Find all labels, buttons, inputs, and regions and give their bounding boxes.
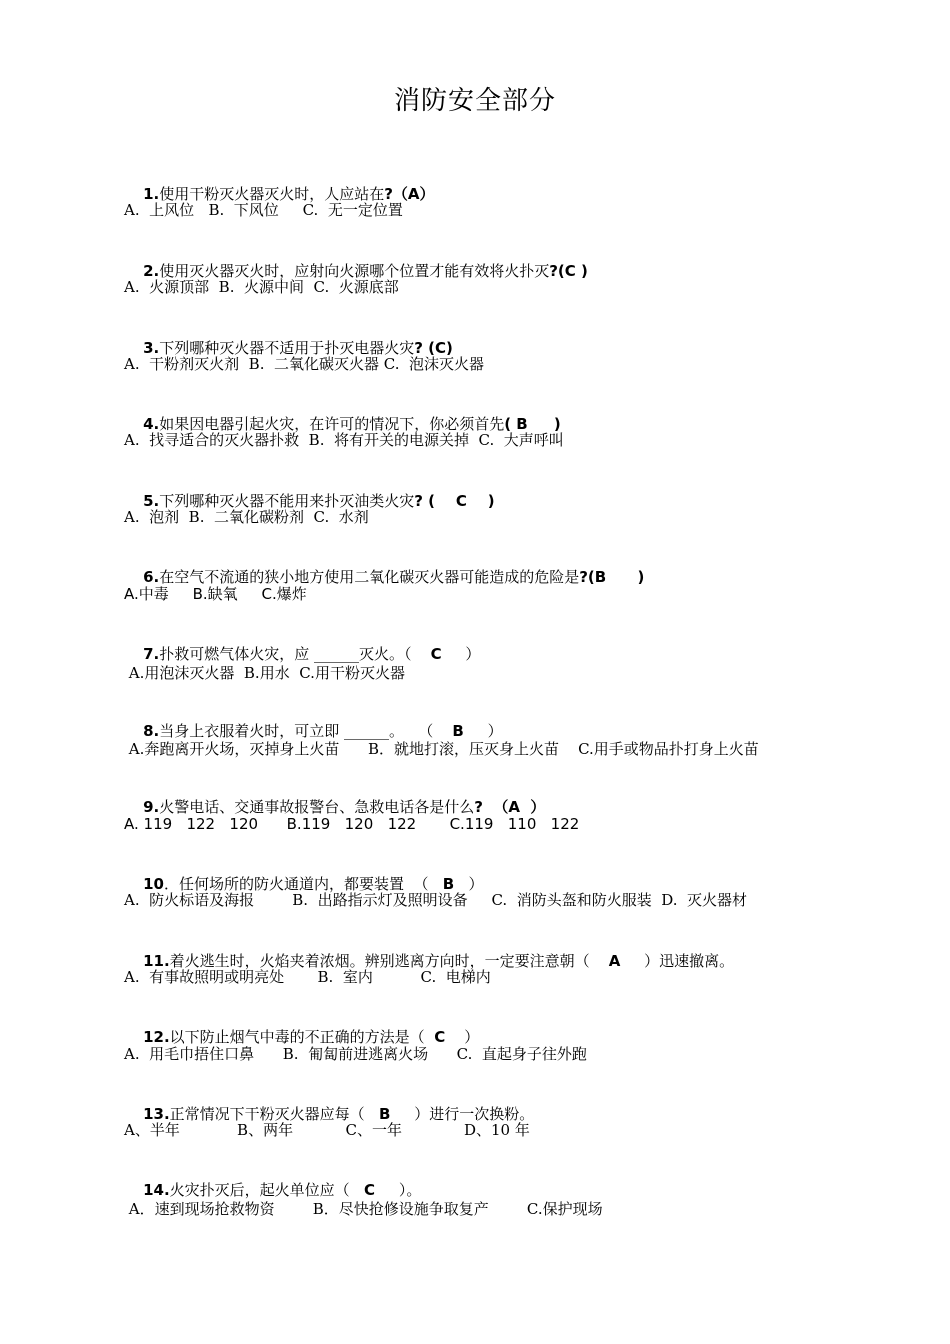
question-number: 13. (143, 1105, 170, 1123)
question-number: 12. (143, 1028, 170, 1046)
question-1-options: A. 上风位 B. 下风位 C. 无一定位置 (124, 201, 403, 219)
question-14-options: A．速到现场抢救物资 B．尽快抢修设施争取复产 C.保护现场 (124, 1200, 603, 1218)
question-text-after: ） (445, 1028, 480, 1046)
question-number: 4. (143, 415, 160, 433)
question-answer: ?(B ) (579, 568, 645, 586)
question-answer: C (430, 645, 442, 663)
question-3-options: A. 干粉剂灭火剂 B. 二氧化碳灭火器 C. 泡沫灭火器 (124, 355, 485, 373)
question-text-after: ）迅速撤离。 (620, 952, 735, 970)
question-answer: ? ( C ) (414, 492, 495, 510)
question-text-after: ） (441, 645, 481, 663)
question-text: 以下防止烟气中毒的不正确的方法是（ (169, 1028, 435, 1046)
question-4-options: A. 找寻适合的灭火器扑救 B. 将有开关的电源关掉 C. 大声呼叫 (124, 431, 564, 449)
question-answer: ( B ) (504, 415, 561, 433)
question-13-options: A、半年 B、两年 C、一年 D、10 年 (124, 1121, 530, 1139)
question-number: 1. (143, 185, 160, 203)
question-text-after: ）进行一次换粉。 (390, 1105, 535, 1123)
question-number: 2. (143, 262, 160, 280)
question-answer: B (442, 875, 455, 893)
question-text-after: ） (463, 722, 503, 740)
question-8-options: A.奔跑离开火场，灭掉身上火苗 B．就地打滚，压灭身上火苗 C.用手或物品扑打身上火苗 (124, 740, 759, 758)
question-5-options: A. 泡剂 B. 二氧化碳粉剂 C. 水剂 (124, 508, 369, 526)
question-answer: B (378, 1105, 391, 1123)
question-text: 使用灭火器灭火时，应射向火源哪个位置才能有效将火扑灭 (159, 262, 550, 280)
question-text: 扑救可燃气体火灾，应 ______灭火。（ (159, 645, 431, 663)
question-11-options: A. 有事故照明或明亮处 B. 室内 C. 电梯内 (124, 968, 491, 986)
question-answer: C (363, 1181, 375, 1199)
question-text: 正常情况下干粉灭火器应每（ (169, 1105, 379, 1123)
question-2-options: A. 火源顶部 B. 火源中间 C. 火源底部 (124, 278, 399, 296)
question-number: 9. (143, 798, 160, 816)
question-number: 14. (143, 1181, 170, 1199)
question-number: 6. (143, 568, 160, 586)
question-text: 下列哪种灭火器不能用来扑灭油类火灾 (159, 492, 415, 510)
question-text: 火警电话、交通事故报警台、急救电话各是什么 (159, 798, 475, 816)
question-answer: ? (C) (414, 339, 453, 357)
question-number: 3. (143, 339, 160, 357)
question-answer: ?（A） (384, 185, 435, 203)
question-text: 如果因电器引起火灾，在许可的情况下，你必须首先 (159, 415, 505, 433)
question-number: 8. (143, 722, 160, 740)
question-10-options: A. 防火标语及海报 B. 出路指示灯及照明设备 C. 消防头盔和防火服装 D. 灭火器材 (124, 891, 748, 909)
question-number: 7. (143, 645, 160, 663)
question-7-options: A.用泡沫灭火器 B.用水 C.用干粉灭火器 (124, 664, 405, 682)
page-title: 消防安全部分 (393, 86, 556, 116)
question-text: 使用干粉灭火器灭火时，人应站在 (159, 185, 385, 203)
question-text: 下列哪种灭火器不适用于扑灭电器火灾 (159, 339, 415, 357)
question-text-after: ）。 (374, 1181, 422, 1199)
question-text: 当身上衣服着火时，可立即 ______。 （ (159, 722, 453, 740)
question-number: 10 (143, 875, 164, 893)
question-answer: ? （A ） (474, 798, 546, 816)
question-9-options: A. 119 122 120 B.119 120 122 C.119 110 122 (124, 815, 580, 833)
question-text: 在空气不流通的狭小地方使用二氧化碳灭火器可能造成的危险是 (159, 568, 580, 586)
question-number: 11. (143, 952, 170, 970)
question-text: 火灾扑灭后，起火单位应（ (169, 1181, 364, 1199)
question-text: 着火逃生时，火焰夹着浓烟。辨别逃离方向时，一定要注意朝（ (169, 952, 609, 970)
question-answer: C (434, 1028, 446, 1046)
question-answer: B (452, 722, 464, 740)
question-number: 5. (143, 492, 160, 510)
question-answer: A (608, 952, 621, 970)
question-answer: ?(C ) (549, 262, 588, 280)
question-text-after: ） (454, 875, 484, 893)
question-6-options: A.中毒 B.缺氧 C.爆炸 (124, 585, 307, 603)
question-text: ．任何场所的防火通道内，都要装置 （ (163, 875, 443, 893)
question-12-options: A. 用毛巾捂住口鼻 B. 匍匐前进逃离火场 C. 直起身子往外跑 (124, 1045, 587, 1063)
